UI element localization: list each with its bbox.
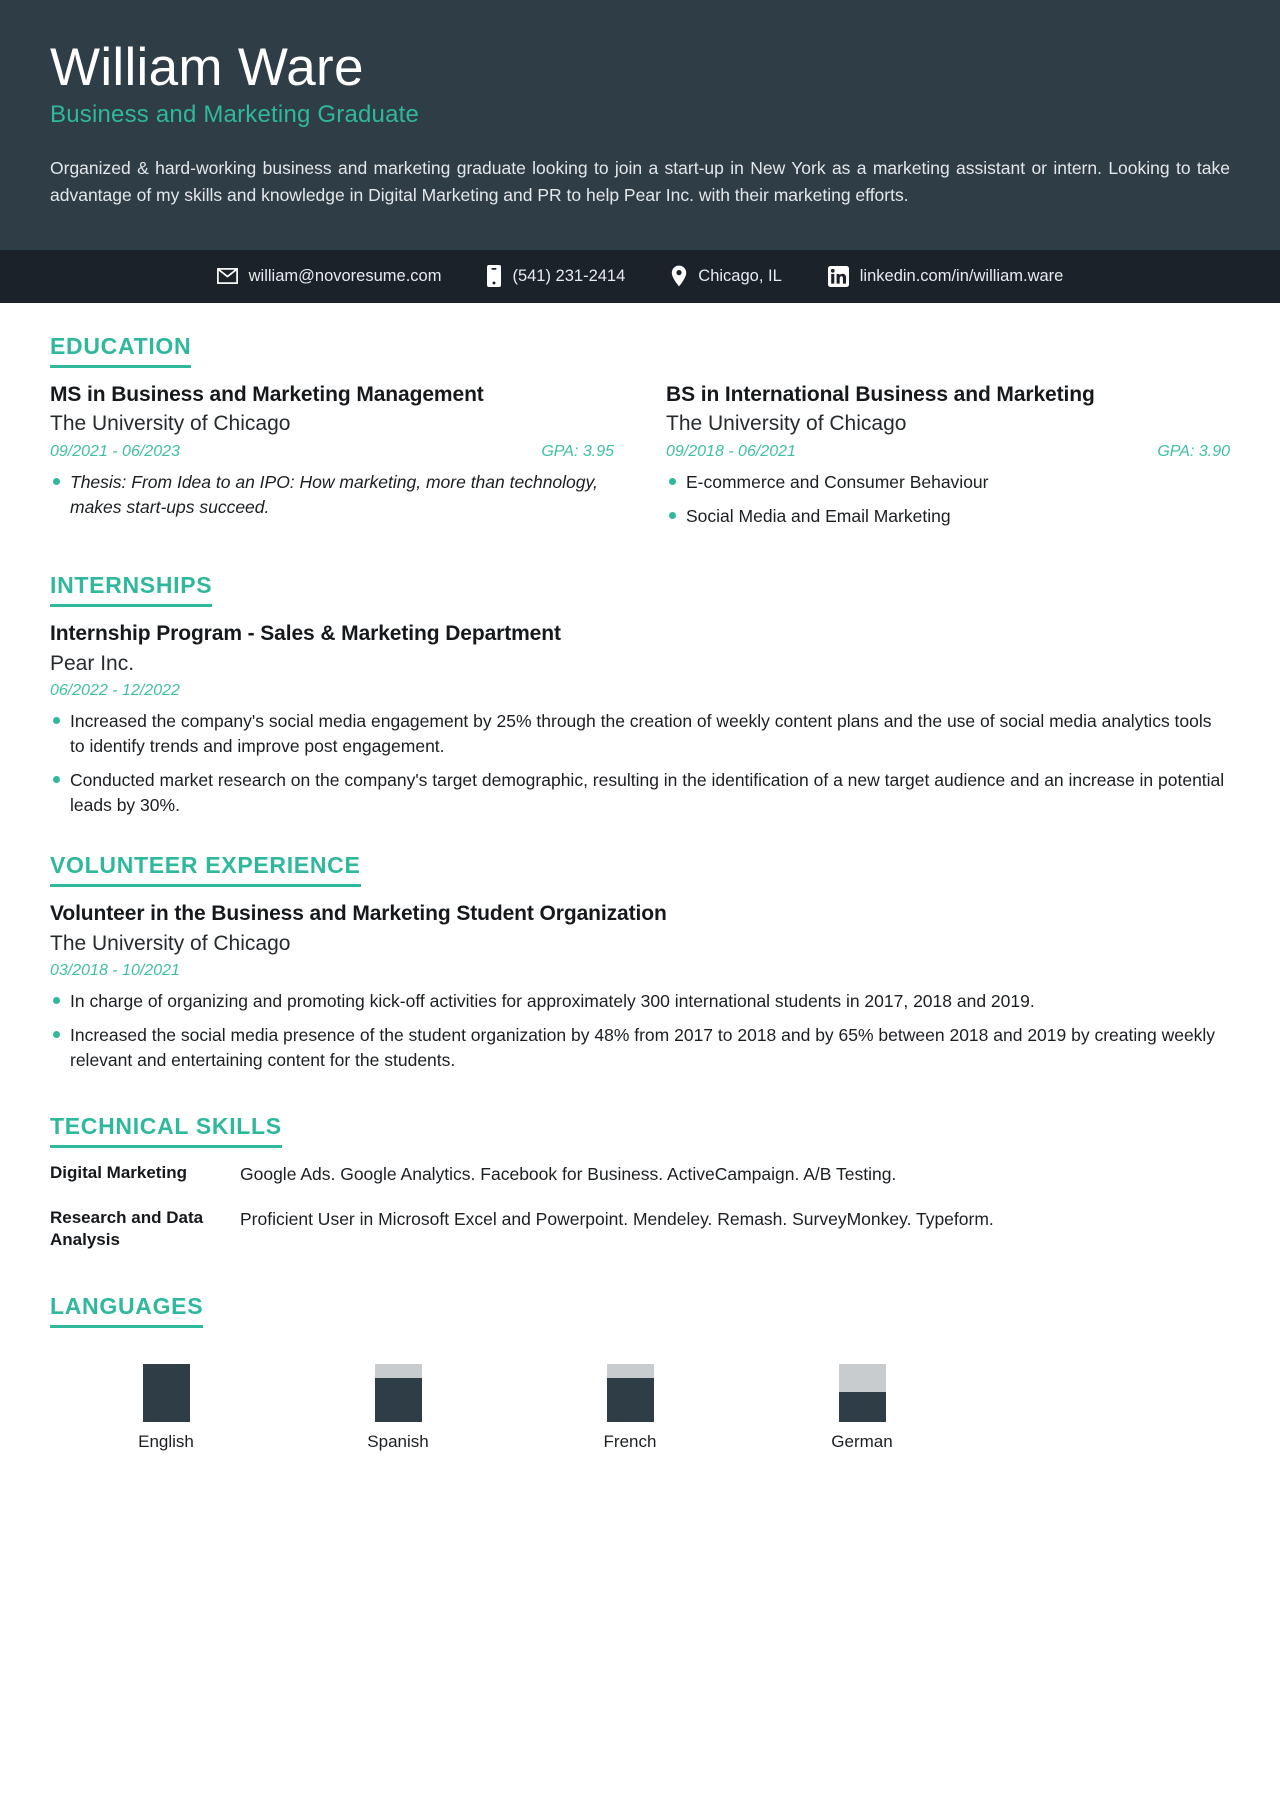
resume-header: [0, 0, 1280, 250]
skill-row-research-data-analysis: [50, 1207, 1230, 1251]
list-item: Increased the social media presence of the student organization by 48% from 2017 to 2018 and by 65% between 2018 and 2019 by creating weekly relevant and entertaining content for the students.: [50, 1023, 1230, 1073]
envelope-icon: [217, 268, 238, 284]
language-list: [50, 1364, 1230, 1452]
profile-summary: Organized & hard-working business and marketing graduate looking to join a start-up in New York as a marketing assistant or intern. Looking to take advantage of my skills and knowledge in Digital Marketing and PR to help Pear Inc. with their marketing efforts.: [50, 158, 1230, 206]
education-meta: [666, 443, 1230, 461]
contact-linkedin-text: linkedin.com/in/william.ware: [859, 266, 1064, 285]
volunteer-date: 03/2018 - 10/2021: [50, 962, 180, 980]
contact-email[interactable]: [217, 267, 442, 286]
skill-label: Research and Data Analysis: [50, 1207, 204, 1249]
section-internships: [50, 572, 1230, 818]
language-level-fill: [143, 1364, 190, 1422]
language-level-bar: [143, 1364, 190, 1422]
contact-email-text: william@novoresume.com: [248, 266, 442, 285]
page-title: William Ware: [50, 38, 364, 97]
skill-row-digital-marketing: [50, 1162, 1230, 1187]
language-level-bar: [607, 1364, 654, 1422]
language-level-bar: [839, 1364, 886, 1422]
volunteer-organization: The University of Chicago: [50, 931, 291, 955]
list-item: Social Media and Email Marketing: [666, 504, 1230, 529]
education-meta: [50, 443, 614, 461]
section-volunteer-experience: [50, 852, 1230, 1073]
internship-date: 06/2022 - 12/2022: [50, 682, 180, 700]
education-bullets: [666, 470, 1230, 529]
education-date: 09/2021 - 06/2023: [50, 442, 180, 460]
language-german: [746, 1364, 978, 1452]
contact-phone[interactable]: [487, 265, 625, 287]
volunteer-meta: [50, 962, 1230, 980]
section-title-skills: TECHNICAL SKILLS: [50, 1113, 282, 1148]
contact-location-text: Chicago, IL: [698, 266, 782, 285]
contact-linkedin[interactable]: [828, 266, 1064, 287]
internship-entry: [50, 621, 1230, 818]
language-level-bar: [375, 1364, 422, 1422]
education-entry-bs: [666, 382, 1230, 538]
language-level-fill: [839, 1392, 886, 1422]
internship-bullets: [50, 709, 1230, 818]
skill-label: Digital Marketing: [50, 1163, 187, 1183]
contact-bar: [0, 250, 1280, 303]
internship-company: Pear Inc.: [50, 651, 135, 675]
map-pin-icon: [671, 265, 687, 287]
education-date: 09/2018 - 06/2021: [666, 442, 796, 460]
list-item: Conducted market research on the company's target demographic, resulting in the identification of a new target audience and an increase in potential leads by 30%.: [50, 768, 1230, 818]
resume-body: [0, 303, 1280, 1514]
degree-title: BS in International Business and Marketing: [666, 382, 1095, 406]
volunteer-entry: [50, 901, 1230, 1073]
volunteer-bullets: [50, 989, 1230, 1073]
language-spanish: [282, 1364, 514, 1452]
list-item: Increased the company's social media engagement by 25% through the creation of weekly content plans and the use of social media analytics tools to identify trends and improve post engagement.: [50, 709, 1230, 759]
skill-value: Google Ads. Google Analytics. Facebook for Business. ActiveCampaign. A/B Testing.: [240, 1164, 897, 1185]
section-title-internships: INTERNSHIPS: [50, 572, 212, 607]
list-item: E-commerce and Consumer Behaviour: [666, 470, 1230, 495]
language-french: [514, 1364, 746, 1452]
education-gpa: GPA: 3.95: [541, 442, 614, 460]
smartphone-icon: [487, 265, 501, 287]
internship-role: Internship Program - Sales & Marketing Department: [50, 621, 561, 645]
list-item: In charge of organizing and promoting kick-off activities for approximately 300 international students in 2017, 2018 and 2019.: [50, 989, 1230, 1014]
section-languages: [50, 1293, 1230, 1452]
language-name: Spanish: [367, 1432, 429, 1452]
section-technical-skills: [50, 1113, 1230, 1251]
school-name: The University of Chicago: [666, 412, 907, 436]
contact-phone-text: (541) 231-2414: [512, 266, 626, 285]
education-columns: [50, 382, 1230, 538]
language-name: German: [831, 1432, 893, 1452]
language-level-fill: [607, 1378, 654, 1422]
contact-location[interactable]: [671, 265, 781, 287]
language-name: French: [603, 1432, 657, 1452]
education-gpa: GPA: 3.90: [1157, 442, 1230, 460]
education-entry-ms: [50, 382, 614, 538]
internship-meta: [50, 682, 1230, 700]
section-education: [50, 333, 1230, 538]
language-english: [50, 1364, 282, 1452]
list-item: Thesis: From Idea to an IPO: How marketing, more than technology, makes start-ups succeed.: [50, 470, 614, 520]
degree-title: MS in Business and Marketing Management: [50, 382, 484, 406]
section-title-volunteer: VOLUNTEER EXPERIENCE: [50, 852, 361, 887]
language-level-fill: [375, 1378, 422, 1422]
language-name: English: [138, 1432, 194, 1452]
professional-title: Business and Marketing Graduate: [50, 101, 420, 129]
section-title-education: EDUCATION: [50, 333, 191, 368]
school-name: The University of Chicago: [50, 412, 291, 436]
education-bullets: [50, 470, 614, 520]
section-title-languages: LANGUAGES: [50, 1293, 203, 1328]
volunteer-role: Volunteer in the Business and Marketing Student Organization: [50, 902, 667, 926]
skill-value: Proficient User in Microsoft Excel and Powerpoint. Mendeley. Remash. SurveyMonkey. Typeform.: [240, 1208, 994, 1229]
linkedin-icon: [828, 266, 849, 287]
